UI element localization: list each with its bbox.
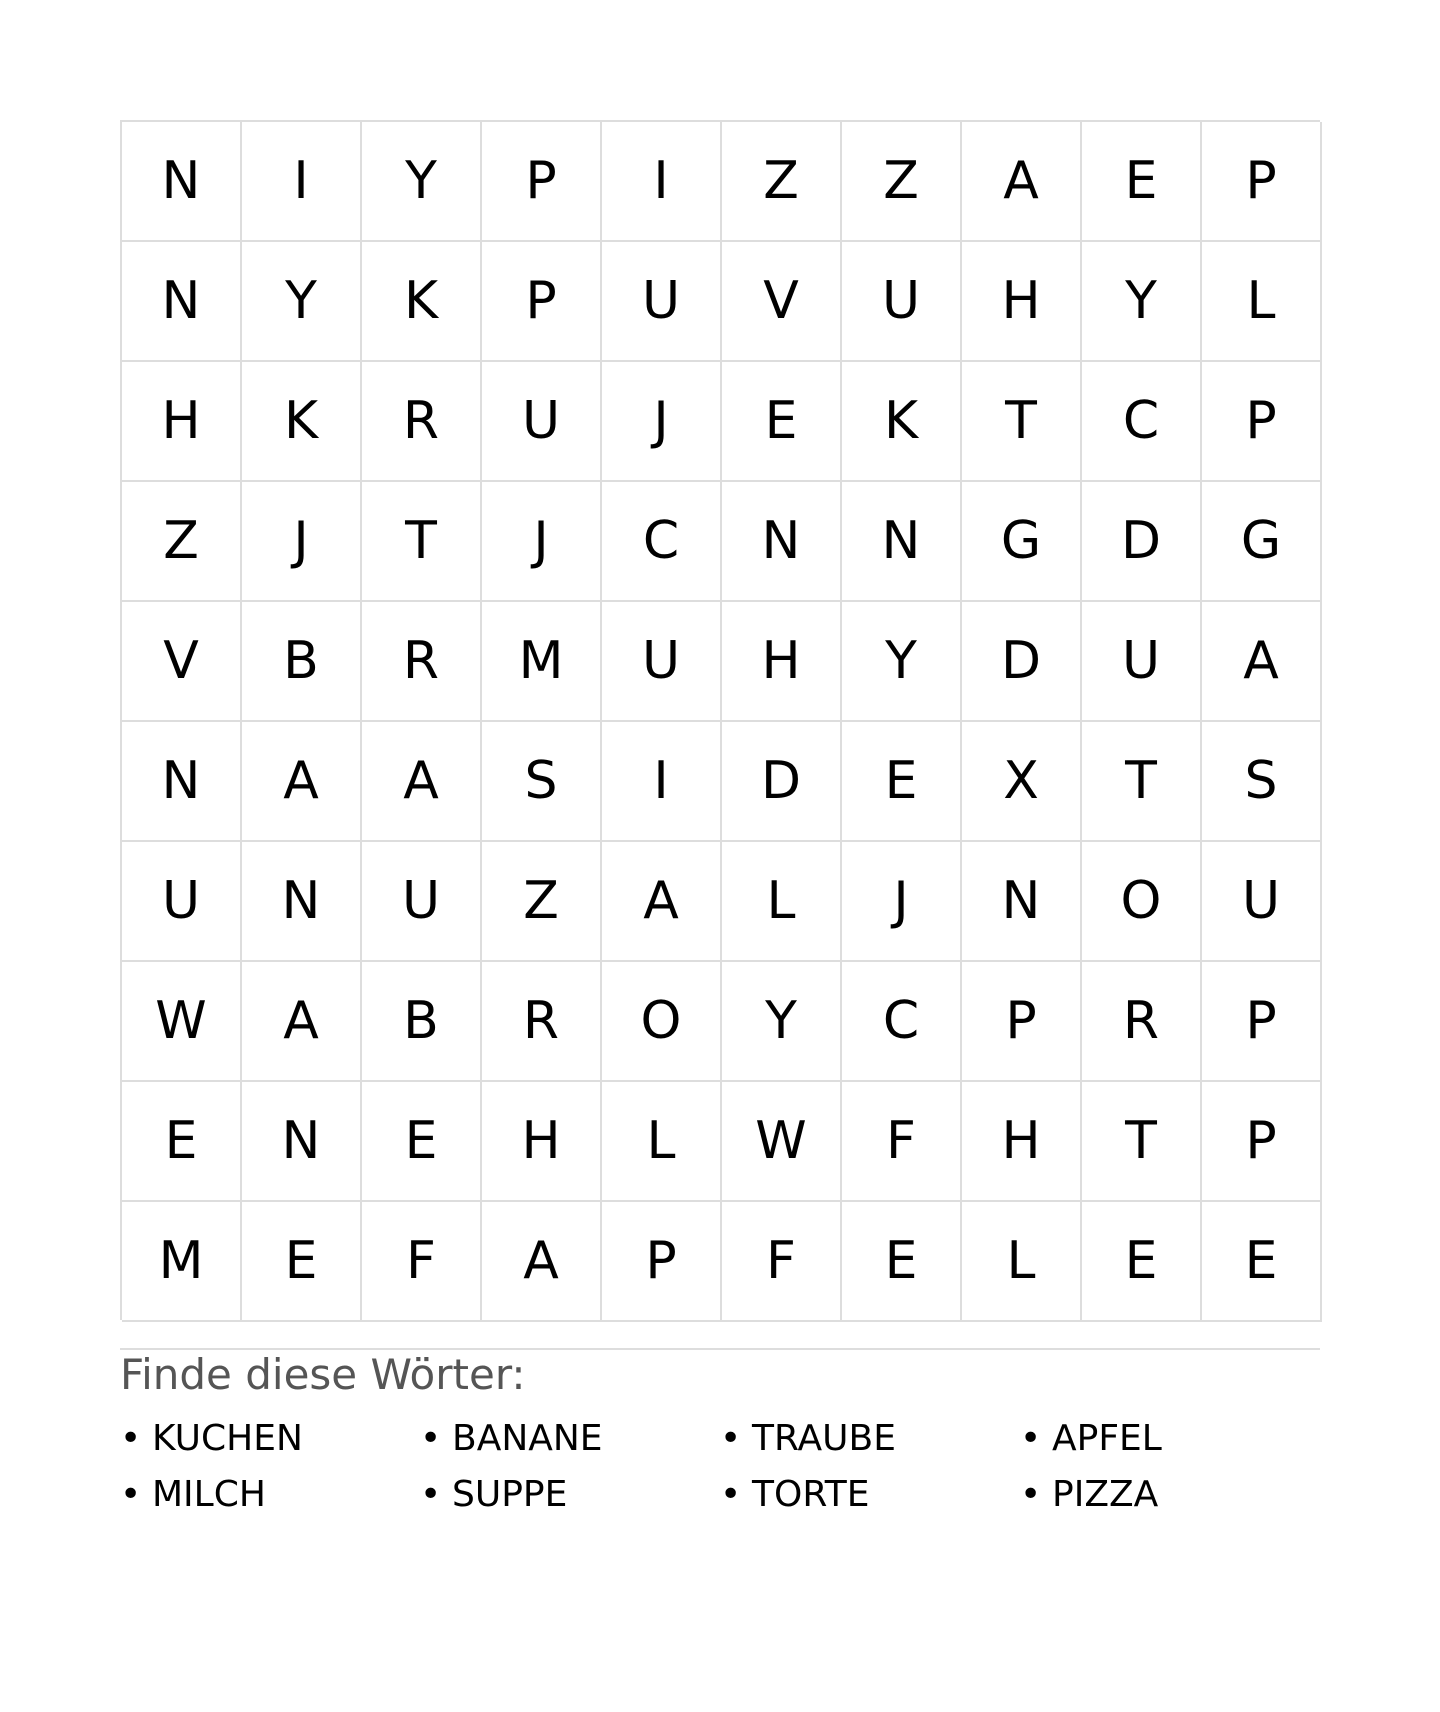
grid-cell[interactable]: B bbox=[242, 602, 362, 722]
grid-cell[interactable]: G bbox=[962, 482, 1082, 602]
grid-cell[interactable]: K bbox=[242, 362, 362, 482]
grid-cell[interactable]: H bbox=[962, 242, 1082, 362]
grid-cell[interactable]: J bbox=[602, 362, 722, 482]
grid-cell[interactable]: U bbox=[1082, 602, 1202, 722]
bullet-icon: • bbox=[120, 1417, 142, 1459]
word-label: TORTE bbox=[752, 1473, 870, 1515]
grid-cell[interactable]: V bbox=[122, 602, 242, 722]
grid-cell[interactable]: P bbox=[1202, 1082, 1322, 1202]
word-label: BANANE bbox=[452, 1417, 603, 1459]
grid-cell[interactable]: E bbox=[722, 362, 842, 482]
grid-cell[interactable]: H bbox=[722, 602, 842, 722]
grid-cell[interactable]: M bbox=[482, 602, 602, 722]
grid-cell[interactable]: U bbox=[362, 842, 482, 962]
grid-cell[interactable]: P bbox=[1202, 122, 1322, 242]
grid-cell[interactable]: U bbox=[1202, 842, 1322, 962]
word-list-heading: Finde diese Wörter: bbox=[120, 1350, 526, 1399]
grid-cell[interactable]: R bbox=[482, 962, 602, 1082]
grid-cell[interactable]: D bbox=[722, 722, 842, 842]
grid-cell[interactable]: E bbox=[242, 1202, 362, 1322]
bullet-icon: • bbox=[720, 1417, 742, 1459]
word-item bbox=[1020, 1410, 1320, 1466]
grid-cell[interactable]: H bbox=[962, 1082, 1082, 1202]
grid-cell[interactable]: U bbox=[602, 242, 722, 362]
word-list bbox=[120, 1410, 1320, 1522]
grid-cell[interactable]: R bbox=[1082, 962, 1202, 1082]
bullet-icon: • bbox=[420, 1473, 442, 1515]
word-item bbox=[120, 1466, 420, 1522]
grid-cell[interactable]: A bbox=[242, 722, 362, 842]
grid-cell[interactable]: I bbox=[602, 722, 722, 842]
grid-cell[interactable]: C bbox=[602, 482, 722, 602]
grid-cell[interactable]: A bbox=[962, 122, 1082, 242]
grid-cell[interactable]: E bbox=[842, 1202, 962, 1322]
grid-cell[interactable]: P bbox=[1202, 962, 1322, 1082]
letter-grid bbox=[120, 120, 1320, 1320]
word-item bbox=[120, 1410, 420, 1466]
grid-cell[interactable]: U bbox=[602, 602, 722, 722]
word-label: MILCH bbox=[152, 1473, 266, 1515]
grid-cell[interactable]: T bbox=[1082, 722, 1202, 842]
grid-cell[interactable]: O bbox=[1082, 842, 1202, 962]
word-item bbox=[720, 1410, 1020, 1466]
grid-cell[interactable]: A bbox=[362, 722, 482, 842]
grid-cell[interactable]: D bbox=[962, 602, 1082, 722]
word-label: SUPPE bbox=[452, 1473, 568, 1515]
word-item bbox=[1020, 1466, 1320, 1522]
grid-cell[interactable]: W bbox=[722, 1082, 842, 1202]
grid-cell[interactable]: I bbox=[242, 122, 362, 242]
grid-cell[interactable]: Y bbox=[842, 602, 962, 722]
grid-cell[interactable]: F bbox=[362, 1202, 482, 1322]
grid-cell[interactable]: N bbox=[722, 482, 842, 602]
grid-cell[interactable]: X bbox=[962, 722, 1082, 842]
grid-cell[interactable]: U bbox=[482, 362, 602, 482]
grid-cell[interactable]: Y bbox=[362, 122, 482, 242]
grid-cell[interactable]: P bbox=[1202, 362, 1322, 482]
grid-cell[interactable]: E bbox=[1082, 1202, 1202, 1322]
grid-cell[interactable]: K bbox=[362, 242, 482, 362]
grid-cell[interactable]: A bbox=[602, 842, 722, 962]
grid-cell[interactable]: R bbox=[362, 602, 482, 722]
grid-cell[interactable]: M bbox=[122, 1202, 242, 1322]
grid-cell[interactable]: P bbox=[602, 1202, 722, 1322]
grid-cell[interactable]: I bbox=[602, 122, 722, 242]
grid-cell[interactable]: Y bbox=[1082, 242, 1202, 362]
grid-cell[interactable]: A bbox=[482, 1202, 602, 1322]
word-label: TRAUBE bbox=[752, 1417, 896, 1459]
word-item bbox=[420, 1410, 720, 1466]
grid-cell[interactable]: N bbox=[242, 842, 362, 962]
grid-cell[interactable]: A bbox=[1202, 602, 1322, 722]
word-label: PIZZA bbox=[1052, 1473, 1159, 1515]
grid-cell[interactable]: P bbox=[482, 242, 602, 362]
grid-cell[interactable]: L bbox=[722, 842, 842, 962]
word-label: APFEL bbox=[1052, 1417, 1162, 1459]
grid-cell[interactable]: N bbox=[122, 122, 242, 242]
grid-cell[interactable]: F bbox=[722, 1202, 842, 1322]
grid-cell[interactable]: N bbox=[242, 1082, 362, 1202]
grid-cell[interactable]: Z bbox=[482, 842, 602, 962]
grid-cell[interactable]: N bbox=[842, 482, 962, 602]
grid-cell[interactable]: H bbox=[122, 362, 242, 482]
grid-cell[interactable]: F bbox=[842, 1082, 962, 1202]
grid-cell[interactable]: C bbox=[842, 962, 962, 1082]
grid-cell[interactable]: A bbox=[242, 962, 362, 1082]
grid-cell[interactable]: N bbox=[962, 842, 1082, 962]
grid-cell[interactable]: P bbox=[962, 962, 1082, 1082]
grid-cell[interactable]: Z bbox=[722, 122, 842, 242]
grid-cell[interactable]: O bbox=[602, 962, 722, 1082]
grid-cell[interactable]: H bbox=[482, 1082, 602, 1202]
grid-cell[interactable]: Z bbox=[122, 482, 242, 602]
grid-cell[interactable]: P bbox=[482, 122, 602, 242]
grid-cell[interactable]: T bbox=[962, 362, 1082, 482]
grid-cell[interactable]: E bbox=[362, 1082, 482, 1202]
grid-cell[interactable]: E bbox=[1202, 1202, 1322, 1322]
grid-cell[interactable]: Z bbox=[842, 122, 962, 242]
grid-cell[interactable]: U bbox=[122, 842, 242, 962]
grid-cell[interactable]: G bbox=[1202, 482, 1322, 602]
grid-cell[interactable]: E bbox=[1082, 122, 1202, 242]
grid-cell[interactable]: L bbox=[602, 1082, 722, 1202]
grid-cell[interactable]: J bbox=[842, 842, 962, 962]
grid-cell[interactable]: R bbox=[362, 362, 482, 482]
grid-cell[interactable]: N bbox=[122, 242, 242, 362]
grid-cell[interactable]: J bbox=[482, 482, 602, 602]
grid-cell[interactable]: T bbox=[1082, 1082, 1202, 1202]
grid-cell[interactable]: D bbox=[1082, 482, 1202, 602]
bullet-icon: • bbox=[720, 1473, 742, 1515]
grid-cell[interactable]: S bbox=[1202, 722, 1322, 842]
grid-cell[interactable]: E bbox=[842, 722, 962, 842]
grid-cell[interactable]: Y bbox=[722, 962, 842, 1082]
grid-cell[interactable]: T bbox=[362, 482, 482, 602]
bullet-icon: • bbox=[1020, 1473, 1042, 1515]
word-label: KUCHEN bbox=[152, 1417, 303, 1459]
bullet-icon: • bbox=[120, 1473, 142, 1515]
grid-cell[interactable]: N bbox=[122, 722, 242, 842]
grid-cell[interactable]: B bbox=[362, 962, 482, 1082]
grid-cell[interactable]: C bbox=[1082, 362, 1202, 482]
grid-cell[interactable]: Y bbox=[242, 242, 362, 362]
grid-cell[interactable]: S bbox=[482, 722, 602, 842]
grid-cell[interactable]: L bbox=[962, 1202, 1082, 1322]
grid-cell[interactable]: K bbox=[842, 362, 962, 482]
word-item bbox=[420, 1466, 720, 1522]
grid-cell[interactable]: E bbox=[122, 1082, 242, 1202]
bullet-icon: • bbox=[1020, 1417, 1042, 1459]
grid-cell[interactable]: U bbox=[842, 242, 962, 362]
bullet-icon: • bbox=[420, 1417, 442, 1459]
word-item bbox=[720, 1466, 1020, 1522]
grid-cell[interactable]: V bbox=[722, 242, 842, 362]
grid-cell[interactable]: J bbox=[242, 482, 362, 602]
grid-cell[interactable]: L bbox=[1202, 242, 1322, 362]
grid-cell[interactable]: W bbox=[122, 962, 242, 1082]
